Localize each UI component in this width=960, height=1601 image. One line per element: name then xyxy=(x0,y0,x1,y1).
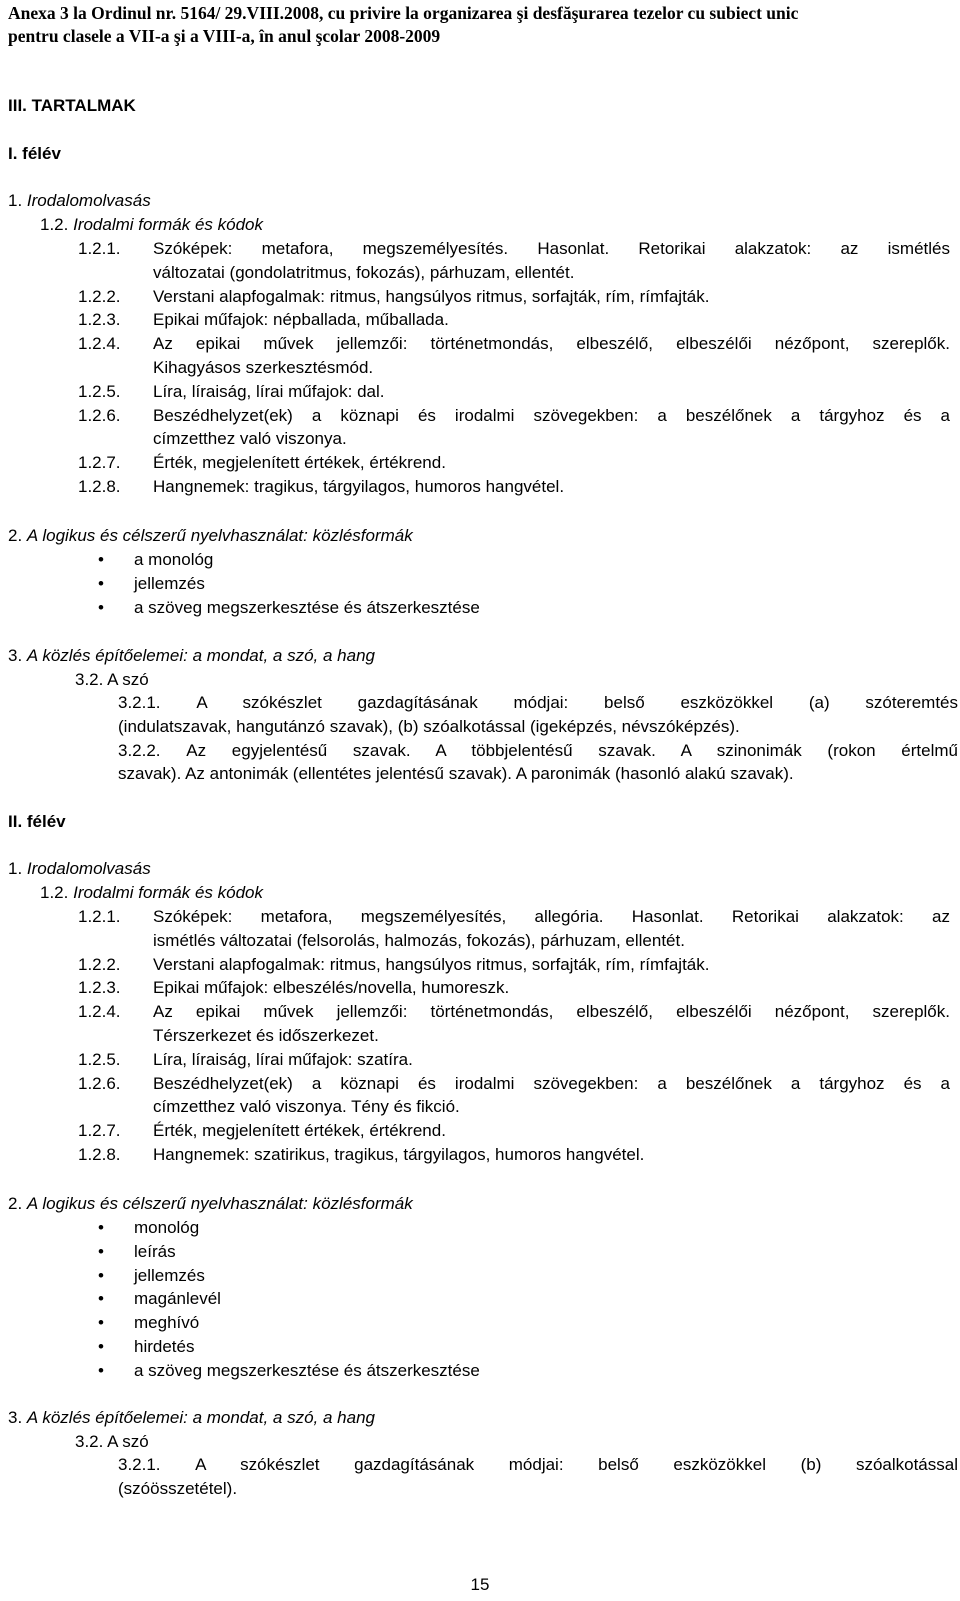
sem1-s1-label: Irodalomolvasás xyxy=(26,191,151,210)
bullet-label: monológ xyxy=(134,1218,200,1237)
item-text: Beszédhelyzet(ek) a köznapi és irodalmi szövegekben: a beszélőnek a tárgyhoz és a xyxy=(153,405,950,425)
bullet-icon: • xyxy=(98,1337,104,1356)
item-text: Verstani alapfogalmak: ritmus, hangsúlyos ritmus, sorfajták, rím, rímfajták. xyxy=(153,954,710,974)
item-number: 1.2.6. xyxy=(78,405,121,425)
sem2-s32-num: 3.2. xyxy=(75,1432,104,1451)
sem2-s32-label: A szó xyxy=(107,1432,149,1451)
sem2-s12-label: Irodalmi formák és kódok xyxy=(73,883,263,902)
item-text-continuation: Térszerkezet és időszerkezet. xyxy=(153,1026,379,1045)
sem1-p322-text1: Az egyjelentésű szavak. A többjelentésű szavak. A szinonimák (rokon értelmű xyxy=(186,741,958,760)
item-number: 1.2.5. xyxy=(78,1049,121,1069)
sem1-s32-num: 3.2. xyxy=(75,670,104,689)
sem2-s12-num: 1.2. xyxy=(40,883,69,902)
header-line-1: Anexa 3 la Ordinul nr. 5164/ 29.VIII.2008, cu privire la organizarea şi desfăşurarea tezelor cu subiect unic xyxy=(8,3,799,23)
sem2-s3-label: A közlés építőelemei: a mondat, a szó, a hang xyxy=(26,1408,375,1427)
sem1-p322-num: 3.2.2. xyxy=(118,741,161,760)
item-text: Epikai műfajok: népballada, műballada. xyxy=(153,310,449,330)
bullet-label: jellemzés xyxy=(134,573,205,593)
sem2-s2-label: A logikus és célszerű nyelvhasználat: közlésformák xyxy=(26,1194,413,1213)
item-number: 1.2.2. xyxy=(78,954,121,974)
sem2-s1-num: 1. xyxy=(8,859,23,878)
sem2-s2-num: 2. xyxy=(8,1194,23,1213)
bullet-label: leírás xyxy=(134,1241,176,1261)
header-line-2: pentru clasele a VII-a şi a VIII-a, în anul şcolar 2008-2009 xyxy=(8,26,441,46)
bullet-icon: • xyxy=(98,1313,104,1333)
sem2-section-3 xyxy=(8,1408,375,1428)
sem2-section-1 xyxy=(8,859,151,879)
sem2-s1-label: Irodalomolvasás xyxy=(26,859,151,878)
item-text-continuation: ismétlés változatai (felsorolás, halmozás, fokozás), párhuzam, ellentét. xyxy=(153,930,685,950)
sem1-s3-label: A közlés építőelemei: a mondat, a szó, a hang xyxy=(26,646,375,665)
item-number: 1.2.6. xyxy=(78,1073,121,1093)
sem2-p321-line1 xyxy=(118,1455,958,1475)
sem2-section-3-2 xyxy=(75,1432,149,1452)
sem1-p322-line2: szavak). Az antonimák (ellentétes jelentésű szavak). A paronimák (hasonló alakú szavak). xyxy=(118,764,794,783)
item-text-continuation: Kihagyásos szerkesztésmód. xyxy=(153,358,374,377)
sem1-s2-label: A logikus és célszerű nyelvhasználat: közlésformák xyxy=(26,526,413,545)
bullet-label: hirdetés xyxy=(134,1337,195,1356)
item-number: 1.2.3. xyxy=(78,310,121,330)
sem2-s3-num: 3. xyxy=(8,1408,23,1427)
item-text: Líra, líraiság, lírai műfajok: szatíra. xyxy=(153,1049,413,1069)
sem1-section-3 xyxy=(8,646,375,666)
item-text: Hangnemek: tragikus, tárgyilagos, humoros hangvétel. xyxy=(153,477,565,496)
sem1-p322-line1 xyxy=(118,741,958,761)
semester-2-heading: II. félév xyxy=(8,812,66,831)
item-number: 1.2.3. xyxy=(78,978,121,998)
item-number: 1.2.1. xyxy=(78,239,121,258)
bullet-icon: • xyxy=(98,597,104,617)
sem1-s32-label: A szó xyxy=(107,670,149,689)
sem1-p321-line2: (indulatszavak, hangutánzó szavak), (b) szóalkotással (igeképzés, névszóképzés). xyxy=(118,717,740,736)
item-text: Líra, líraiság, lírai műfajok: dal. xyxy=(153,381,385,401)
item-number: 1.2.5. xyxy=(78,381,121,401)
document-header xyxy=(8,2,958,48)
sem1-s3-num: 3. xyxy=(8,646,23,665)
item-text: Szóképek: metafora, megszemélyesítés. Hasonlat. Retorikai alakzatok: az ismétlés xyxy=(153,239,950,258)
item-text-continuation: címzetthez való viszonya. xyxy=(153,429,347,449)
page-number: 15 xyxy=(470,1575,490,1594)
item-number: 1.2.7. xyxy=(78,1121,121,1141)
item-text-continuation: címzetthez való viszonya. Tény és fikció. xyxy=(153,1097,460,1117)
item-number: 1.2.1. xyxy=(78,907,121,926)
item-text: Beszédhelyzet(ek) a köznapi és irodalmi szövegekben: a beszélőnek a tárgyhoz és a xyxy=(153,1073,950,1093)
bullet-icon: • xyxy=(98,1241,104,1261)
sem1-p321-line1 xyxy=(118,693,958,713)
bullet-icon: • xyxy=(98,550,104,569)
section-title: III. TARTALMAK xyxy=(8,96,136,115)
bullet-icon: • xyxy=(98,1289,104,1309)
sem1-p321-num: 3.2.1. xyxy=(118,693,161,712)
sem2-section-1-2 xyxy=(40,883,263,903)
sem1-s12-label: Irodalmi formák és kódok xyxy=(73,215,263,234)
sem1-section-1 xyxy=(8,191,151,211)
sem1-s12-num: 1.2. xyxy=(40,215,69,234)
bullet-label: a monológ xyxy=(134,550,214,569)
sem1-section-2 xyxy=(8,526,413,546)
item-text: Az epikai művek jellemzői: történetmondás, elbeszélő, elbeszélői nézőpont, szereplők. xyxy=(153,334,950,354)
bullet-label: meghívó xyxy=(134,1313,200,1333)
semester-1-heading: I. félév xyxy=(8,144,61,163)
item-number: 1.2.8. xyxy=(78,477,121,496)
bullet-icon: • xyxy=(98,1265,104,1285)
bullet-label: magánlevél xyxy=(134,1289,221,1309)
sem2-p321-line2: (szóösszetétel). xyxy=(118,1479,238,1498)
bullet-label: jellemzés xyxy=(134,1265,205,1285)
sem1-p321-text1: A szókészlet gazdagításának módjai: belső eszközökkel (a) szóteremtés xyxy=(196,693,958,712)
item-number: 1.2.4. xyxy=(78,1002,121,1022)
item-number: 1.2.4. xyxy=(78,334,121,354)
item-number: 1.2.2. xyxy=(78,286,121,306)
bullet-label: a szöveg megszerkesztése és átszerkesztése xyxy=(134,1360,480,1380)
item-number: 1.2.8. xyxy=(78,1145,121,1164)
item-text: Érték, megjelenített értékek, értékrend. xyxy=(153,453,446,473)
item-text: Hangnemek: szatirikus, tragikus, tárgyilagos, humoros hangvétel. xyxy=(153,1145,645,1164)
item-text-continuation: változatai (gondolatritmus, fokozás), párhuzam, ellentét. xyxy=(153,262,575,282)
sem2-section-2 xyxy=(8,1194,413,1214)
sem1-s1-num: 1. xyxy=(8,191,23,210)
bullet-icon: • xyxy=(98,573,104,593)
sem2-p321-text1: A szókészlet gazdagításának módjai: belső eszközökkel (b) szóalkotással xyxy=(195,1455,958,1474)
bullet-icon: • xyxy=(98,1218,104,1237)
sem1-s2-num: 2. xyxy=(8,526,23,545)
bullet-label: a szöveg megszerkesztése és átszerkesztése xyxy=(134,597,480,617)
sem1-section-1-2 xyxy=(40,215,263,235)
item-text: Epikai műfajok: elbeszélés/novella, humoreszk. xyxy=(153,978,510,998)
sem2-p321-num: 3.2.1. xyxy=(118,1455,161,1474)
item-text: Az epikai művek jellemzői: történetmondás, elbeszélő, elbeszélői nézőpont, szereplők. xyxy=(153,1002,950,1022)
bullet-icon: • xyxy=(98,1360,104,1380)
sem1-section-3-2 xyxy=(75,670,149,690)
item-number: 1.2.7. xyxy=(78,453,121,473)
item-text: Verstani alapfogalmak: ritmus, hangsúlyos ritmus, sorfajták, rím, rímfajták. xyxy=(153,286,710,306)
item-text: Érték, megjelenített értékek, értékrend. xyxy=(153,1121,446,1141)
item-text: Szóképek: metafora, megszemélyesítés, allegória. Hasonlat. Retorikai alakzatok: az xyxy=(153,907,950,926)
